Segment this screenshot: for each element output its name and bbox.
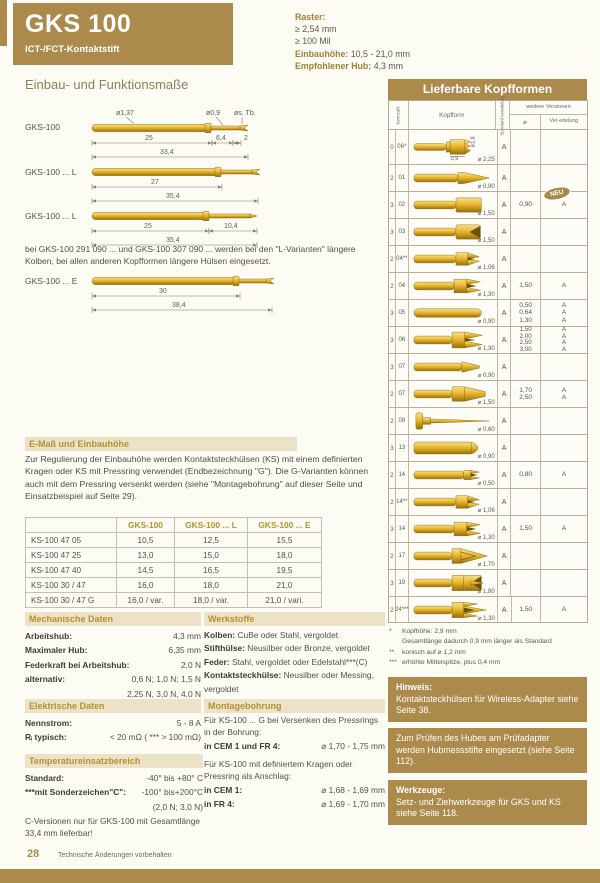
weitere-veredelung: A xyxy=(561,525,567,533)
spec-value: 2,25 N, 3,0 N, 4,0 N xyxy=(126,688,201,699)
durchmesser-label: ⌀ 1,06 xyxy=(477,265,495,271)
kopfform-head xyxy=(409,381,498,407)
material-key: Feder: xyxy=(204,656,230,667)
montagebohrung-heading: Montagebohrung xyxy=(204,699,385,713)
kopfform-row xyxy=(389,569,587,596)
durchmesser-label: ⌀ 2,25 xyxy=(477,157,495,163)
kopfform-code: 2 xyxy=(389,246,396,272)
kopfform-head xyxy=(409,408,498,434)
weitere-durchmesser: 0,90 xyxy=(511,192,540,218)
durchmesser-label: ⌀ 1,50 xyxy=(477,238,495,244)
dimension-label: 25 xyxy=(145,135,153,142)
spec-row xyxy=(25,672,201,686)
kopfform-head xyxy=(409,165,498,191)
spec-row xyxy=(25,730,201,744)
kopfform-head xyxy=(409,570,498,596)
emass-col-header: GKS-100 xyxy=(117,518,175,533)
emass-paragraph: Zur Regulierung der Einbauhöhe werden Kontaktsteckhülsen (KS) mit einem definierten Kragen oder KS mit Pressring verwendet (Endbezeichnung "G"). Die G-Varianten können auch mit dem Pressring versenkt werden (siehe "Montagebohrung" auf dieser Seite und Einsatzbeispiel auf Seite 29). xyxy=(25,454,369,502)
dimension-label: 0,9 xyxy=(450,156,459,162)
page-title: GKS 100 xyxy=(25,10,132,38)
emass-col-header xyxy=(26,518,117,533)
dimension-label: ø0,9 xyxy=(206,110,221,117)
kopfform-head xyxy=(409,489,498,515)
pin-label: GKS-100 xyxy=(25,122,60,132)
kopfform-head xyxy=(409,327,498,353)
material-key: Stifthülse: xyxy=(204,643,245,654)
material-value: Stahl, vergoldet oder Edelstahl***(C) xyxy=(231,656,368,667)
emass-row-label: KS-100 30 / 47 xyxy=(26,578,117,593)
durchmesser-label: ⌀ 1,30 xyxy=(477,346,495,352)
spec-value: 4,3 mm xyxy=(173,631,201,641)
kopfform-head xyxy=(409,192,498,218)
weitere-durchmesser xyxy=(511,165,540,191)
spec-note: C-Versionen nur für GKS-100 mit Gesamtlänge 33,4 mm lieferbar! xyxy=(25,816,201,839)
kopfform-code: 03 xyxy=(396,219,409,245)
weitere-veredelung: A A xyxy=(561,386,567,401)
bore-paragraph: Für KS-100 ... G bei Versenken des Pressrings in der Bohrung: xyxy=(204,715,379,737)
kopfform-code: 05 xyxy=(396,300,409,326)
hint-box-text: Zum Prüfen des Hubes am Prüfadapter werden Hubmessstifte eingesetzt (siehe Seite 112). xyxy=(396,733,575,767)
dimension-label: 6,4 xyxy=(216,135,226,142)
spec-row xyxy=(25,658,201,672)
kopfform-code: 07 xyxy=(396,354,409,380)
standard-veredelung-value: A xyxy=(498,130,512,164)
emass-cell: 15,5 xyxy=(248,533,322,548)
spec-key: ***mit Sonderzeichen"C": xyxy=(25,787,127,798)
weitere-durchmesser: 1,50 xyxy=(511,516,540,542)
durchmesser-label: ⌀ 0,90 xyxy=(477,319,495,325)
hint-box xyxy=(388,728,587,773)
durchmesser-label: ⌀ 1,06 xyxy=(477,508,495,514)
spec-value: (2,0 N; 3,0 N) xyxy=(152,801,203,812)
standard-veredelung-value: A xyxy=(498,300,512,326)
bottom-gold-bar xyxy=(0,869,600,883)
emass-cell: 18,0 xyxy=(175,578,248,593)
spec-key: Maximaler Hub: xyxy=(25,645,88,656)
weitere-durchmesser xyxy=(511,219,540,245)
kopfform-code: 04** xyxy=(396,246,409,272)
kopfform-row xyxy=(389,353,587,380)
kopfform-row xyxy=(389,596,587,623)
kopfformen-title: Lieferbare Kopfformen xyxy=(388,79,587,100)
footnote-line: * Kopfhöhe: 2,9 mm xyxy=(389,628,457,635)
werkstoffe-heading: Werkstoffe xyxy=(204,612,385,626)
standard-veredelung-value: A xyxy=(498,381,512,407)
kopfform-code: 04 xyxy=(396,273,409,299)
standard-veredelung-value: A xyxy=(498,516,512,542)
kopfform-code: 06 xyxy=(396,327,409,353)
kopfform-code: 2 xyxy=(389,165,396,191)
footnote-line: *** erhöhte Mittelspitze, plus 0,4 mm xyxy=(389,659,501,667)
kopfform-head xyxy=(409,462,498,488)
emass-heading: E-Maß und Einbauhöhe xyxy=(25,437,297,451)
standard-veredelung-value: A xyxy=(498,192,512,218)
weitere-veredelung xyxy=(541,246,587,272)
kopfform-code: 3 xyxy=(389,354,396,380)
weitere-veredelung xyxy=(541,435,587,461)
emass-row-label: KS-100 47 25 xyxy=(26,548,117,563)
kopfformen-header-row xyxy=(389,94,587,136)
spec-value: 2,0 N xyxy=(180,659,201,670)
durchmesser-label: ⌀ 1,50 xyxy=(477,400,495,406)
kopfform-code: 3 xyxy=(389,435,396,461)
kopfform-code: 3 xyxy=(389,300,396,326)
hint-box-title: Hinweis: xyxy=(396,682,433,692)
kopfform-code: 17 xyxy=(396,543,409,569)
material-key: Kolben: xyxy=(204,630,236,640)
durchmesser-label: ⌀ 0,50 xyxy=(477,481,495,487)
weitere-durchmesser xyxy=(511,246,540,272)
spec-key: Rᵢ typisch: xyxy=(25,732,67,743)
kopfform-head xyxy=(409,354,498,380)
emass-col-header: GKS-100 ... L xyxy=(175,518,248,533)
kopfform-row xyxy=(389,542,587,569)
kopfform-code: 3 xyxy=(389,570,396,596)
dimension-label: 25 xyxy=(144,223,152,230)
emass-cell: 21,0 / vari. xyxy=(248,593,322,608)
kopfform-row xyxy=(389,245,587,272)
weitere-veredelung xyxy=(541,219,587,245)
emass-row-label: KS-100 47 05 xyxy=(26,533,117,548)
kopfform-row xyxy=(389,272,587,299)
kopfform-code: 07 xyxy=(396,381,409,407)
spec-row xyxy=(25,800,203,814)
durchmesser-label: ⌀ 1,80 xyxy=(477,589,495,595)
dimension-label: 2 xyxy=(244,135,248,142)
emass-cell: 16,5 xyxy=(175,563,248,578)
weitere-veredelung: A xyxy=(561,201,567,209)
dimension-label: 30 xyxy=(159,288,167,295)
spec-row xyxy=(25,716,201,730)
kopfform-code: 19 xyxy=(396,570,409,596)
spec-value: -100° bis+200°C xyxy=(141,787,203,798)
kopfform-code: 2 xyxy=(389,408,396,434)
dimension-label: øs. Tb. xyxy=(234,110,256,117)
spec-value: < 20 mΩ ( *** > 100 mΩ) xyxy=(109,732,201,743)
footnote-line: ** konisch auf ⌀ 1,2 mm xyxy=(389,648,466,656)
weitere-veredelung xyxy=(541,408,587,434)
kopfform-row xyxy=(389,129,587,164)
kopfform-code: 2 xyxy=(389,462,396,488)
spec-row: in CEM 1: ⌀ 1,68 - 1,69 mm xyxy=(204,784,385,795)
dimension-label: ø1,37 xyxy=(116,110,134,117)
temperatur-block xyxy=(25,754,203,840)
raster-value-mm: ≥ 2,54 mm xyxy=(295,24,337,35)
weitere-veredelung: A xyxy=(561,606,567,614)
hub-line: Empfohlener Hub: 4,3 mm xyxy=(295,60,404,71)
standard-veredelung-value: A xyxy=(498,489,512,515)
emass-cell: 14,5 xyxy=(117,563,175,578)
durchmesser-label: ⌀ 0,90 xyxy=(477,454,495,460)
kopfform-code: 2 xyxy=(389,597,396,623)
spec-row xyxy=(25,785,203,799)
elektrische-daten-block xyxy=(25,699,201,745)
kopfform-code: 02 xyxy=(396,192,409,218)
kopfform-code: 14 xyxy=(396,516,409,542)
emass-cell: 16,0 / var. xyxy=(117,593,175,608)
kopfform-head xyxy=(409,435,498,461)
weitere-durchmesser: 1,70 2,50 xyxy=(511,381,540,407)
pin-label: GKS-100 ... E xyxy=(25,276,78,286)
kopfform-row xyxy=(389,326,587,353)
emass-cell: 18,0 xyxy=(248,548,322,563)
weitere-veredelung xyxy=(541,354,587,380)
mechanische-daten-block xyxy=(25,612,201,701)
kopfform-code: 2 xyxy=(389,381,396,407)
material-key: Kontaktsteckhülse: xyxy=(204,670,282,681)
emass-table-row xyxy=(26,563,322,578)
dimension-label: 33,4 xyxy=(160,149,174,156)
standard-veredelung-value: A xyxy=(498,246,512,272)
standard-veredelung-value: A xyxy=(498,435,512,461)
kopfform-head xyxy=(409,219,498,245)
weitere-durchmesser: 0,50 0,64 1,30 xyxy=(511,300,540,326)
emass-table-row xyxy=(26,533,322,548)
kopfform-row xyxy=(389,380,587,407)
material-value: Neusilber oder Bronze, vergoldet xyxy=(247,643,370,654)
weitere-durchmesser xyxy=(511,354,540,380)
kopfform-row xyxy=(389,218,587,245)
spec-row xyxy=(25,629,201,643)
weitere-durchmesser xyxy=(511,130,540,164)
dimension-label: 35,4 xyxy=(166,237,180,244)
spec-row xyxy=(25,771,203,785)
emass-cell: 12,5 xyxy=(175,533,248,548)
emass-row-label: KS-100 47 40 xyxy=(26,563,117,578)
kopfform-code: 09 xyxy=(396,408,409,434)
pin-label: GKS-100 ... L xyxy=(25,167,77,177)
spec-key: Standard: xyxy=(25,773,65,783)
weitere-durchmesser xyxy=(511,489,540,515)
standard-veredelung-value: A xyxy=(498,219,512,245)
col-header-standard: Standard-veredelung xyxy=(496,101,510,129)
kopfform-head xyxy=(409,516,498,542)
kopfform-code: 2 xyxy=(389,543,396,569)
kopfform-code: 3 xyxy=(389,219,396,245)
durchmesser-label: ⌀ 0,90 xyxy=(477,373,495,379)
hint-box-text: Kontaktsteckhülsen für Wireless-Adapter siehe Seite 38. xyxy=(396,693,579,716)
spec-row: in FR 4: ⌀ 1,69 - 1,70 mm xyxy=(204,799,385,809)
kopfform-code: 0 xyxy=(389,130,396,164)
kopfform-code: 3 xyxy=(389,327,396,353)
spec-key: Federkraft bei Arbeitshub: xyxy=(25,659,130,670)
kopfform-row xyxy=(389,188,587,218)
spec-key: Arbeitshub: xyxy=(25,631,72,641)
standard-veredelung-value: A xyxy=(498,597,512,623)
weitere-veredelung xyxy=(541,130,587,164)
standard-veredelung-value: A xyxy=(498,462,512,488)
material-value: CuBe oder Stahl, vergoldet xyxy=(237,630,339,640)
emass-table-row xyxy=(26,548,322,563)
corner-accent xyxy=(0,0,7,46)
kopfform-head xyxy=(409,597,498,623)
dimension-label: 27 xyxy=(151,179,159,186)
page-subtitle: ICT-/FCT-Kontaktstift xyxy=(25,44,120,55)
emass-row-label: KS-100 30 / 47 G xyxy=(26,593,117,608)
emass-cell: 15,0 xyxy=(175,548,248,563)
header-specs xyxy=(295,11,585,72)
standard-veredelung-value: A xyxy=(498,327,512,353)
kopfform-code: 3 xyxy=(389,192,396,218)
spec-value: -40° bis +80° C xyxy=(146,773,203,783)
footer-text: Technische Änderungen vorbehalten xyxy=(58,852,172,859)
kopfform-code: 2 xyxy=(389,273,396,299)
kopfform-head xyxy=(409,246,498,272)
dimension-label: 10,4 xyxy=(224,223,238,230)
emass-cell: 18,0 / var. xyxy=(175,593,248,608)
footnote-line: Gesamtlänge dadurch 0,9 mm länger als Standard xyxy=(402,638,552,646)
kopfform-head xyxy=(409,273,498,299)
kopfformen-footnotes xyxy=(389,627,589,669)
emass-table xyxy=(25,517,322,608)
emass-table-row xyxy=(26,593,322,608)
kopfform-code: 24*** xyxy=(396,597,409,623)
durchmesser-label: ⌀ 1,70 xyxy=(477,562,495,568)
weitere-veredelung: A A A A xyxy=(561,326,566,353)
werkstoffe-block xyxy=(204,612,385,696)
spec-value: 0,6 N; 1,0 N; 1,5 N xyxy=(131,674,201,685)
kopfform-row xyxy=(389,434,587,461)
spec-value: 5 - 8 A xyxy=(176,718,201,728)
weitere-veredelung xyxy=(541,543,587,569)
weitere-veredelung: A A A xyxy=(561,301,567,324)
weitere-durchmesser xyxy=(511,408,540,434)
dimension-label: 38,4 xyxy=(172,302,186,309)
weitere-durchmesser xyxy=(511,435,540,461)
mech-heading: Mechanische Daten xyxy=(25,612,201,626)
kopfform-row xyxy=(389,488,587,515)
spec-row: in CEM 1 und FR 4: ⌀ 1,70 - 1,75 mm xyxy=(204,740,385,751)
standard-veredelung-value: A xyxy=(498,354,512,380)
kopfform-code: 3 xyxy=(389,516,396,542)
standard-veredelung-value: A xyxy=(498,408,512,434)
hint-box-text: Setz- und Ziehwerkzeuge für GKS und KS siehe Seite 118. xyxy=(396,796,561,819)
drawing-note: bei GKS-100 291 090 ... und GKS-100 307 090 ... werden bei den "L-Varianten" längere Kolben, bei allen anderen Kopfformen längere Hülsen eingesetzt. xyxy=(25,244,356,266)
weitere-veredelung: A xyxy=(561,282,567,290)
weitere-durchmesser: 1,50 xyxy=(511,273,540,299)
col-header-weitere: weitere Versionen ⌀ Ver-edelung xyxy=(510,101,587,129)
material-line xyxy=(204,656,385,669)
emass-cell: 10,5 xyxy=(117,533,175,548)
emass-cell: 21,0 xyxy=(248,578,322,593)
pin-label: GKS-100 ... L xyxy=(25,211,77,221)
weitere-veredelung: A xyxy=(561,471,567,479)
dimension-label: 35,4 xyxy=(166,193,180,200)
material-line xyxy=(204,629,385,642)
hint-box xyxy=(388,780,587,825)
emass-table-row xyxy=(26,578,322,593)
weitere-durchmesser xyxy=(511,570,540,596)
spec-row xyxy=(25,643,201,657)
header-box xyxy=(13,3,233,65)
standard-veredelung-value: A xyxy=(498,273,512,299)
emass-col-header: GKS-100 ... E xyxy=(248,518,322,533)
kopfform-code: 06* xyxy=(396,130,409,164)
montagebohrung-block xyxy=(204,699,385,811)
weitere-veredelung xyxy=(541,489,587,515)
material-line xyxy=(204,669,385,696)
durchmesser-label: ⌀ 1,30 xyxy=(477,292,495,298)
spec-key: Nennstrom: xyxy=(25,718,72,728)
raster-value-mil: ≥ 100 Mil xyxy=(295,36,331,47)
col-header-kopfform: Kopfform xyxy=(409,101,496,129)
page-number: 28 xyxy=(27,848,40,860)
durchmesser-label: ⌀ 0,90 xyxy=(477,184,495,190)
kopfform-code: 14** xyxy=(396,489,409,515)
kopfform-head xyxy=(409,130,498,164)
weitere-durchmesser: 0,80 xyxy=(511,462,540,488)
temp-heading: Temperatureinsatzbereich xyxy=(25,754,203,768)
emass-cell: 19,5 xyxy=(248,563,322,578)
weitere-durchmesser: 1,50 xyxy=(512,597,541,623)
durchmesser-label: ⌀ 0,60 xyxy=(477,427,495,433)
bore-paragraph: Für KS-100 mit definiertem Kragen oder Pressring als Anschlag: xyxy=(204,759,353,781)
material-value: Neusilber oder Messing, vergoldet xyxy=(204,670,374,694)
spec-key: alternativ: xyxy=(25,674,66,685)
kopfform-row xyxy=(389,461,587,488)
spec-value: 6,35 mm xyxy=(168,645,201,656)
section-title-einbau: Einbau- und Funktionsmaße xyxy=(25,77,189,92)
elek-heading: Elektrische Daten xyxy=(25,699,201,713)
kopfform-code: 13 xyxy=(396,435,409,461)
material-line xyxy=(204,642,385,655)
kopfform-row xyxy=(389,407,587,434)
weitere-durchmesser xyxy=(511,543,540,569)
weitere-veredelung xyxy=(541,570,587,596)
kopfformen-table xyxy=(388,94,588,623)
col-header-code: Kennzahl xyxy=(389,101,409,129)
hint-box xyxy=(388,677,587,722)
kopfform-head xyxy=(409,300,498,326)
raster-label: Raster: xyxy=(295,12,326,22)
dimension-label: ø1,8 xyxy=(470,136,477,148)
standard-veredelung-value: A xyxy=(498,543,512,569)
emass-cell: 16,0 xyxy=(117,578,175,593)
kopfform-code: 14 xyxy=(396,462,409,488)
emass-cell: 13,0 xyxy=(117,548,175,563)
kopfform-row xyxy=(389,299,587,326)
weitere-durchmesser: 1,50 2,00 2,50 3,00 xyxy=(511,327,540,353)
neu-badge: NEU xyxy=(542,184,572,202)
durchmesser-label: ⌀ 1,50 xyxy=(477,211,495,217)
standard-veredelung-value: A xyxy=(498,570,512,596)
kopfform-head xyxy=(409,543,498,569)
standard-veredelung-value: A xyxy=(498,165,512,191)
kopfform-row xyxy=(389,515,587,542)
kopfform-code: 01 xyxy=(396,165,409,191)
hint-box-title: Werkzeuge: xyxy=(396,785,446,795)
einbauhoehe-line: Einbauhöhe: 10,5 - 21,0 mm xyxy=(295,48,410,59)
kopfform-code: 2 xyxy=(389,489,396,515)
durchmesser-label: ⌀ 1,30 xyxy=(477,616,495,622)
durchmesser-label: ⌀ 1,30 xyxy=(477,535,495,541)
